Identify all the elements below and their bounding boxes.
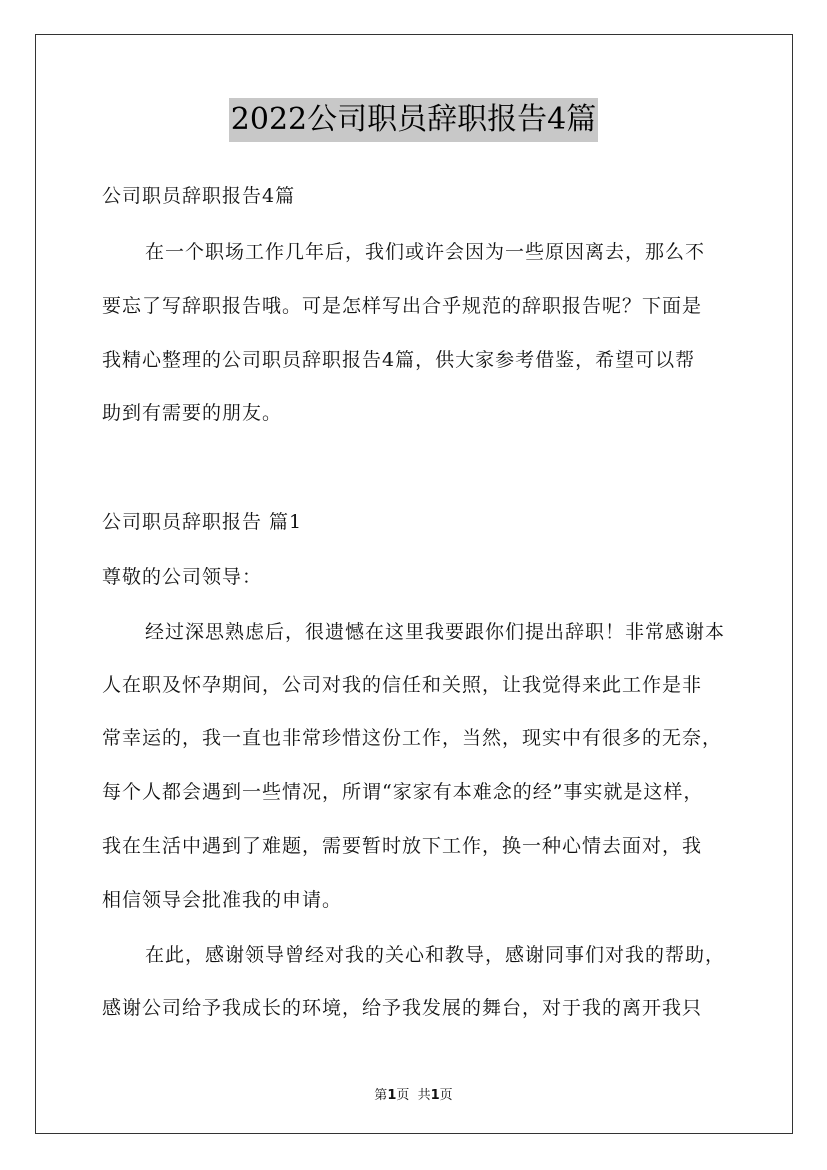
intro-line-3: 我精心整理的公司职员辞职报告4篇，供大家参考借鉴，希望可以帮	[102, 349, 696, 371]
para2-line-2: 感谢公司给予我成长的环境，给予我发展的舞台，对于我的离开我只	[102, 997, 703, 1019]
footer-mid: 页 共	[396, 1088, 431, 1103]
intro-line-4: 助到有需要的朋友。	[102, 402, 283, 424]
footer-suffix: 页	[439, 1088, 453, 1103]
footer-page-current: 1	[387, 1088, 397, 1103]
page-footer	[0, 1084, 827, 1103]
para1-line-3: 常幸运的，我一直也非常珍惜这份工作，当然，现实中有很多的无奈，	[102, 727, 723, 749]
footer-page-total: 1	[430, 1088, 440, 1103]
para2-line-1: 在此，感谢领导曾经对我的关心和教导，感谢同事们对我的帮助，	[145, 944, 726, 966]
section-heading: 公司职员辞职报告 篇1	[102, 511, 303, 533]
para1-line-4: 每个人都会遇到一些情况，所谓“家家有本难念的经”事实就是这样，	[102, 781, 704, 803]
salutation: 尊敬的公司领导：	[102, 566, 263, 588]
document-title: 2022公司职员辞职报告4篇	[229, 98, 598, 142]
para1-line-5: 我在生活中遇到了难题，需要暂时放下工作，换一种心情去面对，我	[102, 835, 703, 857]
intro-line-1: 在一个职场工作几年后，我们或许会因为一些原因离去，那么不	[145, 241, 706, 263]
para1-line-1: 经过深思熟虑后，很遗憾在这里我要跟你们提出辞职！非常感谢本	[145, 621, 726, 643]
para1-line-6: 相信领导会批准我的申请。	[102, 889, 343, 911]
intro-line-2: 要忘了写辞职报告哦。可是怎样写出合乎规范的辞职报告呢？下面是	[102, 295, 703, 317]
footer-prefix: 第	[374, 1088, 388, 1103]
title-container	[0, 98, 827, 142]
document-subtitle: 公司职员辞职报告4篇	[102, 185, 296, 207]
para1-line-2: 人在职及怀孕期间，公司对我的信任和关照，让我觉得来此工作是非	[102, 674, 703, 696]
